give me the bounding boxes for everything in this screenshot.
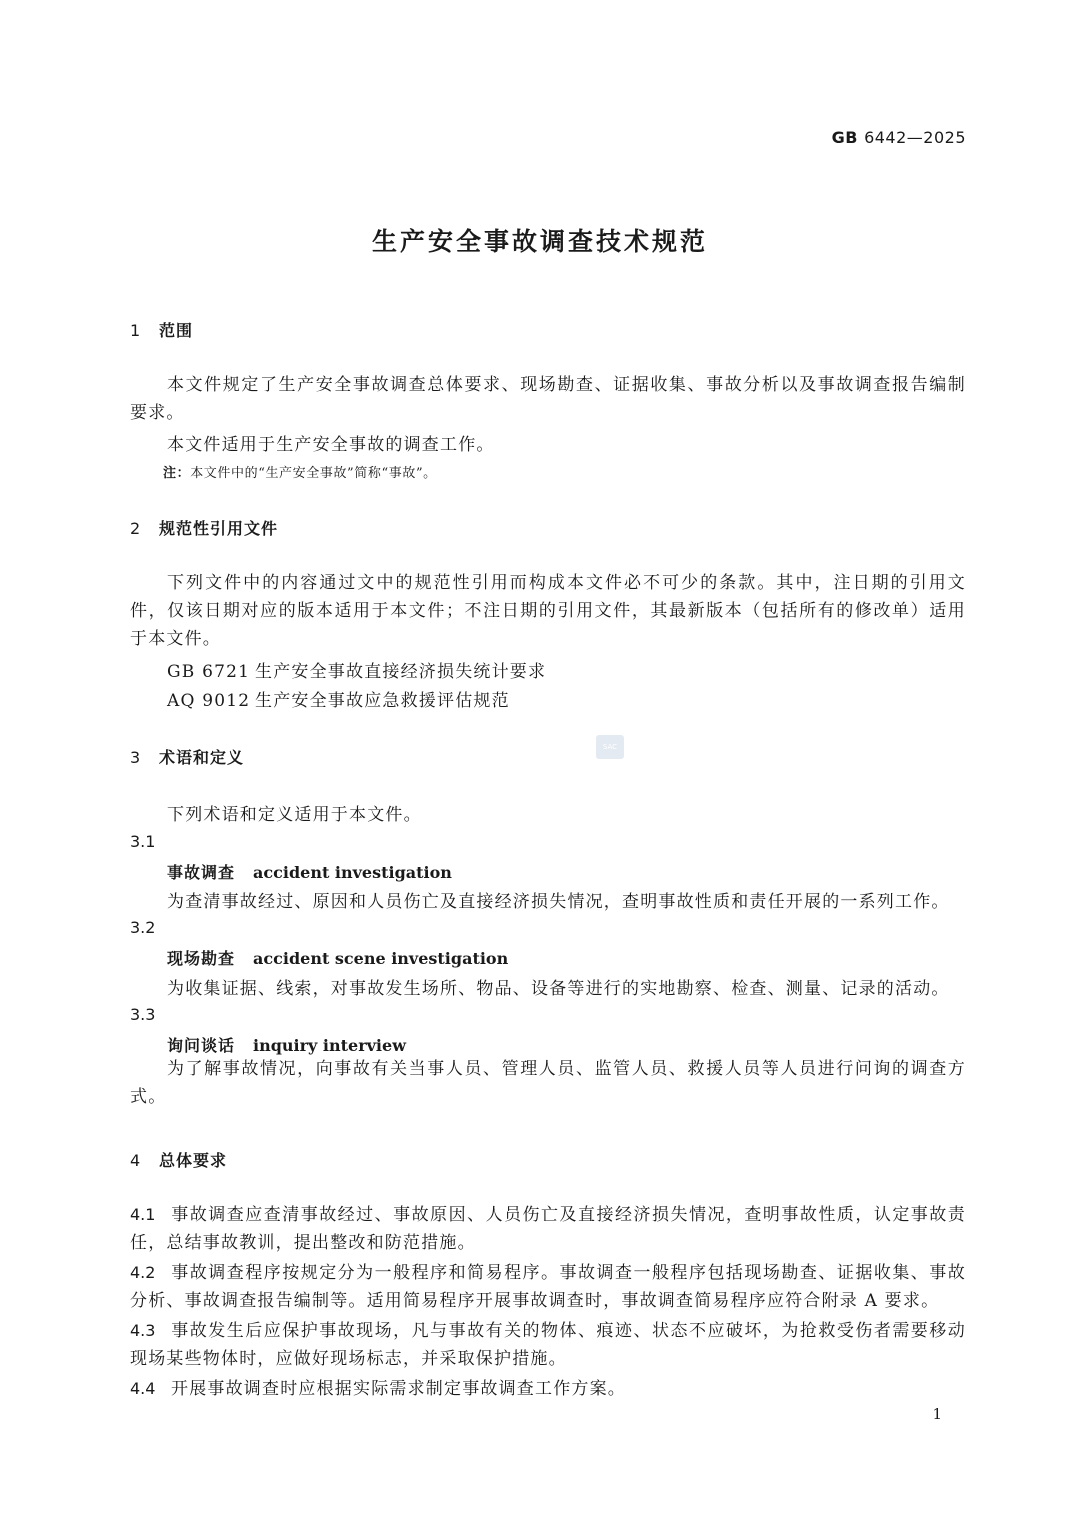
reference-code: AQ 9012	[167, 691, 251, 711]
section-title: 范围	[159, 321, 194, 340]
normative-reference	[167, 686, 510, 711]
section-4-heading	[130, 1148, 227, 1171]
watermark-logo: SAC	[596, 735, 624, 759]
section-3-intro: 下列术语和定义适用于本文件。	[167, 805, 422, 825]
term-definition: 为收集证据、线索，对事故发生场所、物品、设备等进行的实地勘察、检查、测量、记录的活动。	[167, 979, 950, 999]
section-1-note	[163, 462, 437, 481]
term-english: inquiry interview	[253, 1036, 406, 1055]
standard-number: 6442—2025	[864, 128, 966, 147]
section-number: 2	[130, 519, 142, 538]
term-entry	[167, 860, 452, 883]
section-2-heading	[130, 516, 278, 539]
clause-text: 事故调查应查清事故经过、事故原因、人员伤亡及直接经济损失情况，查明事故性质，认定事故责任，总结事故教训，提出整改和防范措施。	[130, 1205, 966, 1253]
term-english: accident scene investigation	[253, 949, 509, 968]
term-chinese: 询问谈话	[167, 1036, 236, 1055]
section-title: 总体要求	[159, 1151, 228, 1170]
section-number: 3	[130, 748, 142, 767]
term-chinese: 事故调查	[167, 863, 236, 882]
term-number: 3.2	[130, 918, 156, 937]
section-1-paragraph-1: 本文件规定了生产安全事故调查总体要求、现场勘查、证据收集、事故分析以及事故调查报告编制要求。	[130, 375, 966, 423]
term-entry	[167, 946, 508, 969]
clause-number: 4.4	[130, 1379, 156, 1398]
reference-title: 生产安全事故应急救援评估规范	[255, 691, 510, 711]
term-definition: 为查清事故经过、原因和人员伤亡及直接经济损失情况，查明事故性质和责任开展的一系列工作。	[167, 892, 950, 912]
section-2-paragraph: 下列文件中的内容通过文中的规范性引用而构成本文件必不可少的条款。其中，注日期的引用文件，仅该日期对应的版本适用于本文件；不注日期的引用文件，其最新版本（包括所有的修改单）适用于本文件。	[130, 573, 966, 649]
section-3-heading	[130, 745, 244, 768]
term-number: 3.1	[130, 832, 156, 851]
clause	[130, 1259, 966, 1315]
clause-text: 开展事故调查时应根据实际需求制定事故调查工作方案。	[171, 1379, 626, 1399]
clause-text: 事故调查程序按规定分为一般程序和简易程序。事故调查一般程序包括现场勘查、证据收集、事故分析、事故调查报告编制等。适用简易程序开展事故调查时，事故调查简易程序应符合附录 A 要求。	[130, 1263, 966, 1311]
clause	[130, 1375, 966, 1403]
reference-title: 生产安全事故直接经济损失统计要求	[255, 662, 547, 682]
term-english: accident investigation	[253, 863, 452, 882]
clause	[130, 1317, 966, 1373]
term-definition: 为了解事故情况，向事故有关当事人员、管理人员、监管人员、救援人员等人员进行问询的调查方式。	[130, 1059, 966, 1107]
section-number: 4	[130, 1151, 142, 1170]
term-number: 3.3	[130, 1005, 156, 1024]
section-1-heading	[130, 318, 193, 341]
term-chinese: 现场勘查	[167, 949, 236, 968]
clause-text: 事故发生后应保护事故现场，凡与事故有关的物体、痕迹、状态不应破坏，为抢救受伤者需要移动现场某些物体时，应做好现场标志，并采取保护措施。	[130, 1321, 966, 1369]
section-title: 规范性引用文件	[159, 519, 279, 538]
clause-number: 4.3	[130, 1321, 156, 1340]
document-title: 生产安全事故调查技术规范	[371, 227, 708, 256]
standard-prefix: GB	[831, 128, 858, 147]
note-label: 注：	[163, 466, 191, 481]
section-title: 术语和定义	[159, 748, 245, 767]
term-entry	[167, 1033, 406, 1056]
normative-reference	[167, 657, 546, 682]
page-number: 1	[932, 1405, 942, 1423]
section-1-paragraph-2: 本文件适用于生产安全事故的调查工作。	[167, 435, 495, 455]
clause-number: 4.2	[130, 1263, 156, 1282]
clause	[130, 1201, 966, 1257]
note-text: 本文件中的“生产安全事故”简称“事故”。	[190, 466, 437, 481]
clause-number: 4.1	[130, 1205, 156, 1224]
standard-code	[832, 128, 966, 147]
section-number: 1	[130, 321, 142, 340]
reference-code: GB 6721	[167, 662, 251, 682]
